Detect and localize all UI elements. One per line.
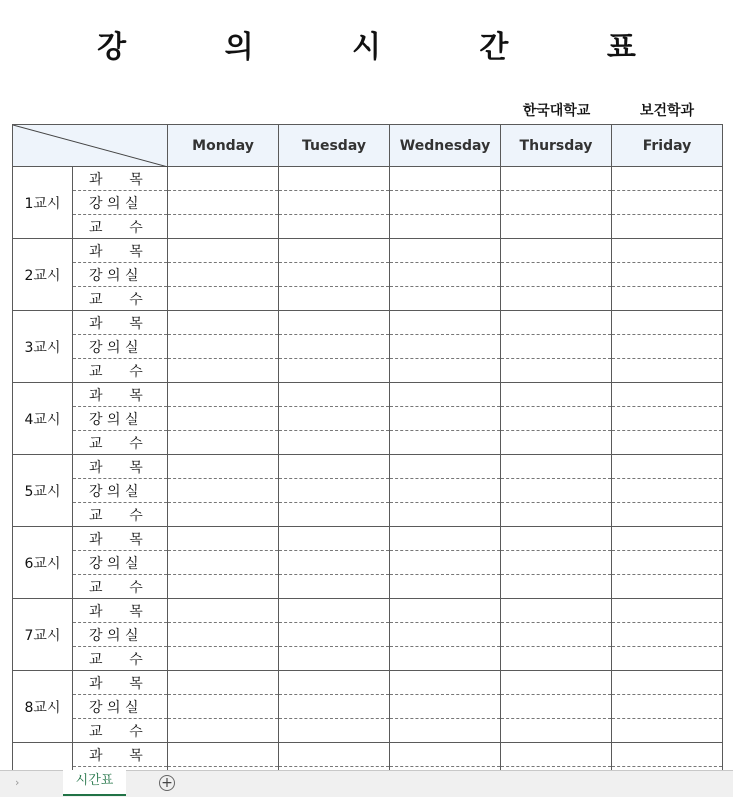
schedule-cell[interactable]: [279, 743, 390, 767]
schedule-cell[interactable]: [168, 695, 279, 719]
schedule-cell[interactable]: [390, 527, 501, 551]
schedule-cell[interactable]: [279, 719, 390, 743]
schedule-cell[interactable]: [612, 215, 723, 239]
table-row: [13, 647, 723, 671]
schedule-cell[interactable]: [168, 263, 279, 287]
schedule-cell[interactable]: [612, 191, 723, 215]
schedule-cell[interactable]: [390, 167, 501, 191]
page-title: 강 의 시 간 표: [97, 30, 680, 65]
schedule-cell[interactable]: [501, 503, 612, 527]
table-row: [13, 743, 723, 767]
schedule-cell[interactable]: [279, 527, 390, 551]
schedule-cell[interactable]: [279, 335, 390, 359]
schedule-cell[interactable]: [612, 575, 723, 599]
table-row: [13, 167, 723, 191]
header-row: [13, 125, 723, 167]
schedule-cell[interactable]: [279, 575, 390, 599]
table-row: [13, 287, 723, 311]
row-label[interactable]: 강 의 실: [73, 623, 168, 647]
schedule-cell[interactable]: [390, 407, 501, 431]
schedule-cell[interactable]: [279, 359, 390, 383]
row-label[interactable]: 교 수: [73, 431, 168, 455]
schedule-cell[interactable]: [612, 695, 723, 719]
table-row: [13, 575, 723, 599]
schedule-cell[interactable]: [501, 335, 612, 359]
row-label[interactable]: 교 수: [73, 575, 168, 599]
schedule-cell[interactable]: [168, 167, 279, 191]
schedule-cell[interactable]: [612, 167, 723, 191]
schedule-cell[interactable]: [612, 359, 723, 383]
schedule-cell[interactable]: [168, 455, 279, 479]
schedule-cell[interactable]: [390, 719, 501, 743]
period-label[interactable]: [13, 743, 73, 771]
table-row: [13, 407, 723, 431]
table-row: [13, 623, 723, 647]
schedule-cell[interactable]: [168, 719, 279, 743]
schedule-cell[interactable]: [612, 455, 723, 479]
row-label[interactable]: 교 수: [73, 215, 168, 239]
schedule-cell[interactable]: [390, 335, 501, 359]
table-row: [13, 479, 723, 503]
schedule-cell[interactable]: [612, 383, 723, 407]
schedule-cell[interactable]: [501, 215, 612, 239]
schedule-cell[interactable]: [501, 455, 612, 479]
schedule-cell[interactable]: [279, 215, 390, 239]
day-header[interactable]: Wednesday: [390, 125, 501, 167]
school-name[interactable]: 한국대학교: [522, 103, 591, 119]
schedule-cell[interactable]: [390, 383, 501, 407]
schedule-cell[interactable]: [168, 359, 279, 383]
schedule-cell[interactable]: [612, 599, 723, 623]
schedule-cell[interactable]: [501, 551, 612, 575]
schedule-cell[interactable]: [612, 239, 723, 263]
schedule-cell[interactable]: [501, 191, 612, 215]
schedule-cell[interactable]: [168, 239, 279, 263]
schedule-cell[interactable]: [501, 527, 612, 551]
schedule-cell[interactable]: [390, 599, 501, 623]
schedule-cell[interactable]: [390, 287, 501, 311]
day-header[interactable]: Thursday: [501, 125, 612, 167]
row-label[interactable]: 과 목: [73, 743, 168, 767]
schedule-cell[interactable]: [279, 671, 390, 695]
schedule-cell[interactable]: [279, 287, 390, 311]
schedule-cell[interactable]: [279, 623, 390, 647]
row-label[interactable]: 과 목: [73, 311, 168, 335]
schedule-cell[interactable]: [168, 623, 279, 647]
schedule-cell[interactable]: [612, 263, 723, 287]
row-label[interactable]: 과 목: [73, 599, 168, 623]
table-row: [13, 599, 723, 623]
schedule-cell[interactable]: [168, 431, 279, 455]
period-label[interactable]: 2교시: [13, 239, 73, 311]
schedule-cell[interactable]: [612, 503, 723, 527]
table-row: [13, 551, 723, 575]
schedule-cell[interactable]: [612, 647, 723, 671]
table-row: [13, 263, 723, 287]
period-label[interactable]: 8교시: [13, 671, 73, 743]
day-header[interactable]: Monday: [168, 125, 279, 167]
table-row: [13, 503, 723, 527]
schedule-cell[interactable]: [168, 191, 279, 215]
table-row: [13, 215, 723, 239]
schedule-cell[interactable]: [168, 215, 279, 239]
schedule-cell[interactable]: [501, 671, 612, 695]
period-label[interactable]: 7교시: [13, 599, 73, 671]
schedule-cell[interactable]: [501, 407, 612, 431]
schedule-cell[interactable]: [279, 551, 390, 575]
schedule-cell[interactable]: [390, 623, 501, 647]
schedule-cell[interactable]: [279, 191, 390, 215]
schedule-cell[interactable]: [501, 695, 612, 719]
schedule-cell[interactable]: [501, 359, 612, 383]
schedule-cell[interactable]: [279, 311, 390, 335]
schedule-cell[interactable]: [390, 263, 501, 287]
row-label[interactable]: 과 목: [73, 455, 168, 479]
row-label[interactable]: 과 목: [73, 239, 168, 263]
schedule-cell[interactable]: [501, 575, 612, 599]
schedule-cell[interactable]: [501, 719, 612, 743]
schedule-cell[interactable]: [279, 167, 390, 191]
schedule-cell[interactable]: [501, 287, 612, 311]
schedule-cell[interactable]: [501, 479, 612, 503]
row-label[interactable]: 과 목: [73, 167, 168, 191]
schedule-cell[interactable]: [168, 599, 279, 623]
period-label[interactable]: 1교시: [13, 167, 73, 239]
schedule-cell[interactable]: [501, 431, 612, 455]
sheet-tab[interactable]: 시간표: [63, 770, 126, 796]
period-label[interactable]: 4교시: [13, 383, 73, 455]
schedule-cell[interactable]: [279, 455, 390, 479]
schedule-cell[interactable]: [168, 671, 279, 695]
schedule-cell[interactable]: [390, 431, 501, 455]
table-row: [13, 527, 723, 551]
schedule-cell[interactable]: [612, 719, 723, 743]
schedule-cell[interactable]: [390, 671, 501, 695]
row-label[interactable]: 강 의 실: [73, 407, 168, 431]
schedule-cell[interactable]: [279, 647, 390, 671]
schedule-cell[interactable]: [279, 599, 390, 623]
row-label[interactable]: 교 수: [73, 287, 168, 311]
timetable: [12, 124, 723, 770]
schedule-cell[interactable]: [390, 455, 501, 479]
row-label[interactable]: 강 의 실: [73, 551, 168, 575]
table-row: [13, 311, 723, 335]
schedule-cell[interactable]: [168, 551, 279, 575]
row-label[interactable]: 교 수: [73, 503, 168, 527]
schedule-cell[interactable]: [612, 527, 723, 551]
schedule-cell[interactable]: [279, 695, 390, 719]
schedule-cell[interactable]: [612, 743, 723, 767]
row-label[interactable]: 강 의 실: [73, 335, 168, 359]
row-label[interactable]: 강 의 실: [73, 695, 168, 719]
schedule-cell[interactable]: [612, 479, 723, 503]
schedule-cell[interactable]: [279, 479, 390, 503]
schedule-cell[interactable]: [612, 311, 723, 335]
schedule-cell[interactable]: [168, 407, 279, 431]
table-row: [13, 455, 723, 479]
period-label[interactable]: 6교시: [13, 527, 73, 599]
schedule-cell[interactable]: [168, 287, 279, 311]
row-label[interactable]: 과 목: [73, 671, 168, 695]
schedule-cell[interactable]: [612, 335, 723, 359]
schedule-cell[interactable]: [279, 239, 390, 263]
schedule-cell[interactable]: [612, 671, 723, 695]
schedule-cell[interactable]: [390, 215, 501, 239]
schedule-cell[interactable]: [390, 647, 501, 671]
chevron-left-icon[interactable]: ›: [15, 776, 20, 789]
schedule-cell[interactable]: [168, 575, 279, 599]
schedule-cell[interactable]: [390, 239, 501, 263]
plus-circle-icon[interactable]: +: [159, 775, 175, 791]
row-label[interactable]: 교 수: [73, 719, 168, 743]
schedule-cell[interactable]: [501, 263, 612, 287]
schedule-cell[interactable]: [390, 359, 501, 383]
row-label[interactable]: 강 의 실: [73, 263, 168, 287]
schedule-cell[interactable]: [168, 503, 279, 527]
schedule-cell[interactable]: [168, 479, 279, 503]
schedule-cell[interactable]: [501, 623, 612, 647]
schedule-cell[interactable]: [390, 479, 501, 503]
schedule-cell[interactable]: [501, 599, 612, 623]
schedule-cell[interactable]: [501, 167, 612, 191]
row-label[interactable]: 강 의 실: [73, 479, 168, 503]
schedule-cell[interactable]: [501, 383, 612, 407]
table-row: [13, 335, 723, 359]
schedule-cell[interactable]: [168, 383, 279, 407]
table-row: [13, 431, 723, 455]
table-row: [13, 719, 723, 743]
schedule-cell[interactable]: [279, 431, 390, 455]
department-name[interactable]: 보건학과: [639, 103, 695, 119]
schedule-cell[interactable]: [279, 263, 390, 287]
table-row: [13, 695, 723, 719]
schedule-cell[interactable]: [168, 335, 279, 359]
corner-diagonal-cell[interactable]: [13, 125, 168, 167]
schedule-cell[interactable]: [612, 431, 723, 455]
schedule-cell[interactable]: [390, 743, 501, 767]
schedule-cell[interactable]: [390, 311, 501, 335]
schedule-cell[interactable]: [612, 287, 723, 311]
row-label[interactable]: 과 목: [73, 383, 168, 407]
schedule-cell[interactable]: [501, 311, 612, 335]
row-label[interactable]: 교 수: [73, 359, 168, 383]
schedule-cell[interactable]: [612, 407, 723, 431]
day-header[interactable]: Tuesday: [279, 125, 390, 167]
sheet-tab-bar: [0, 770, 733, 797]
table-row: [13, 359, 723, 383]
period-label[interactable]: 5교시: [13, 455, 73, 527]
schedule-cell[interactable]: [168, 527, 279, 551]
schedule-cell[interactable]: [390, 575, 501, 599]
schedule-cell[interactable]: [390, 191, 501, 215]
schedule-cell[interactable]: [390, 551, 501, 575]
row-label[interactable]: 강 의 실: [73, 191, 168, 215]
schedule-cell[interactable]: [501, 239, 612, 263]
table-row: [13, 191, 723, 215]
schedule-cell[interactable]: [390, 695, 501, 719]
schedule-cell[interactable]: [390, 503, 501, 527]
row-label[interactable]: 교 수: [73, 647, 168, 671]
schedule-cell[interactable]: [501, 647, 612, 671]
schedule-cell[interactable]: [168, 311, 279, 335]
schedule-cell[interactable]: [168, 743, 279, 767]
table-row: [13, 239, 723, 263]
schedule-cell[interactable]: [279, 503, 390, 527]
schedule-cell[interactable]: [279, 383, 390, 407]
schedule-cell[interactable]: [612, 623, 723, 647]
schedule-cell[interactable]: [279, 407, 390, 431]
row-label[interactable]: 과 목: [73, 527, 168, 551]
day-header[interactable]: Friday: [612, 125, 723, 167]
schedule-cell[interactable]: [501, 743, 612, 767]
table-row: [13, 383, 723, 407]
diagonal-line: [13, 125, 168, 167]
schedule-cell[interactable]: [612, 551, 723, 575]
period-label[interactable]: 3교시: [13, 311, 73, 383]
table-row: [13, 671, 723, 695]
schedule-cell[interactable]: [168, 647, 279, 671]
